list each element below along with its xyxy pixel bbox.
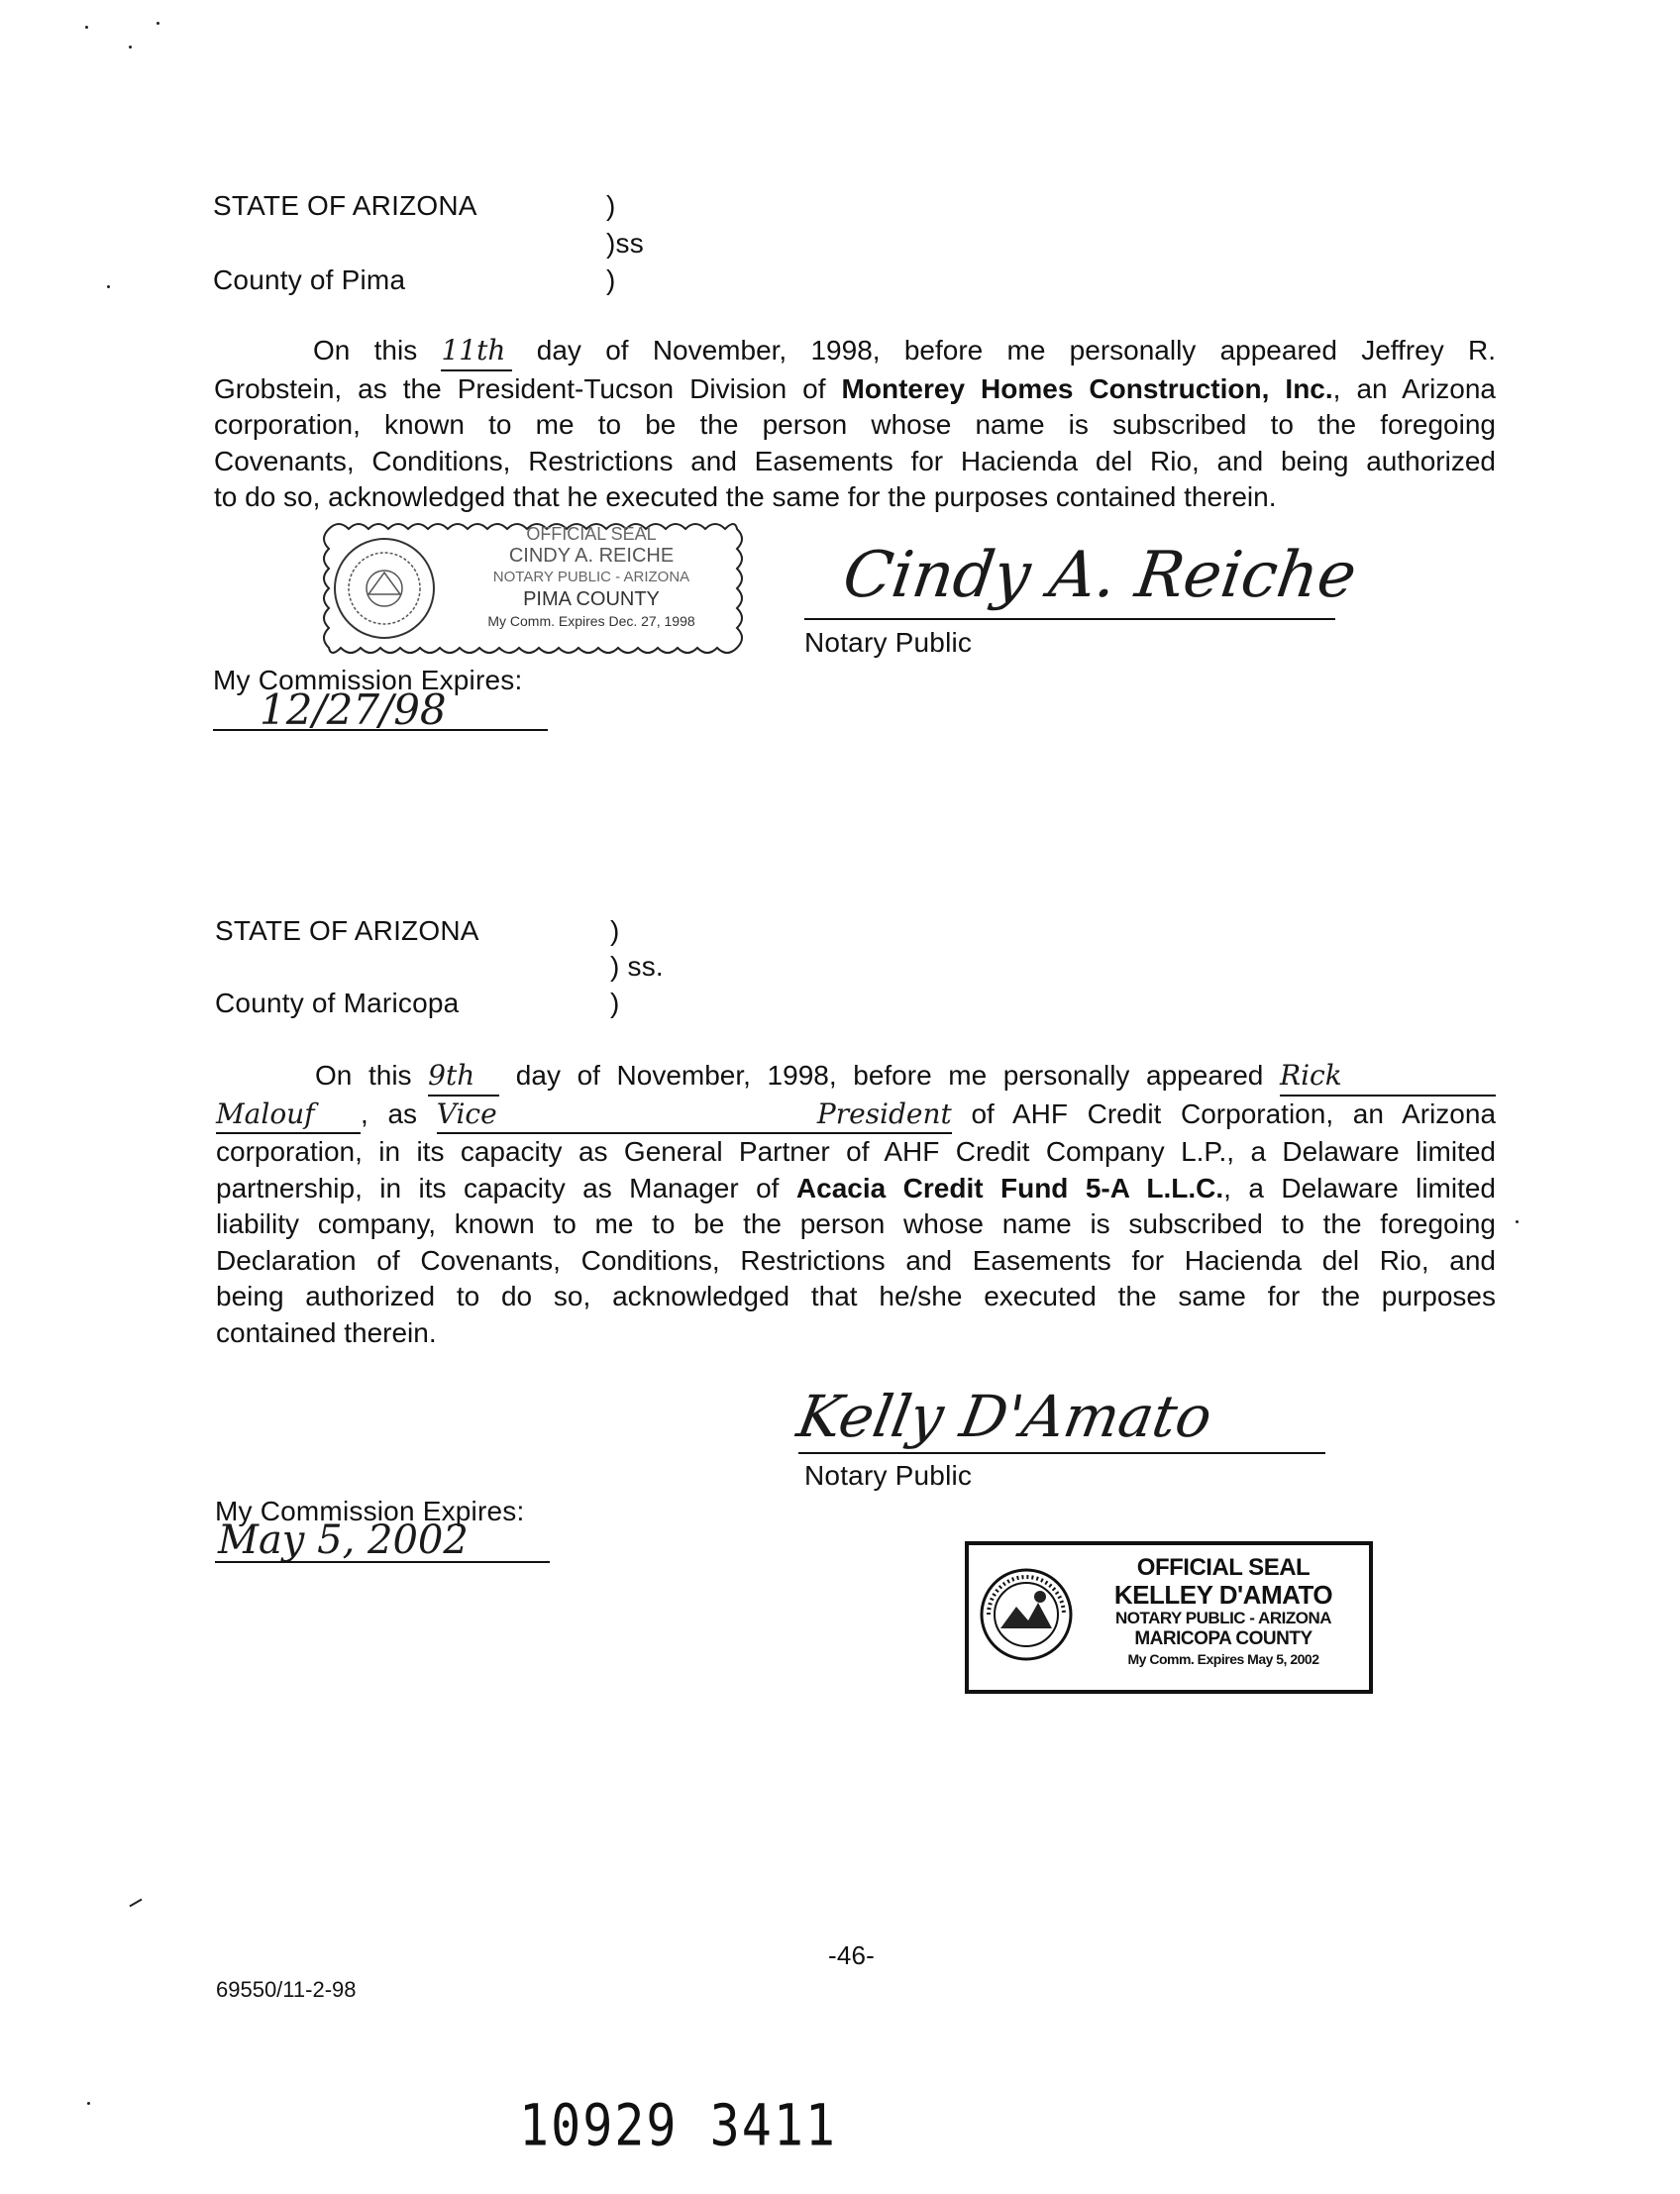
recording-number: 10929 3411 (519, 2092, 838, 2159)
notary-public-label-1: Notary Public (804, 627, 973, 658)
ss-mark-1: )ss (606, 228, 644, 259)
para1-line1-rest: day of November, 1998, before me personally appeared Jeffrey R. (536, 335, 1496, 366)
county-caption-2: County of Maricopa (215, 988, 460, 1018)
ss-mark-2: ) ss. (610, 951, 664, 982)
seal1-line-4: PIMA COUNTY (523, 588, 660, 610)
signature-reiche: Cindy A. Reiche (838, 539, 1361, 612)
notary-public-label-2: Notary Public (804, 1460, 973, 1491)
scan-speck (129, 46, 132, 49)
para2-line4-post: , a Delaware limited (1223, 1172, 1497, 1203)
paren-bottom-1: ) (606, 264, 616, 295)
state-caption-1: STATE OF ARIZONA (213, 190, 477, 221)
commission-date-2: May 5, 2002 (218, 1517, 469, 1563)
day-handwritten-2: 9th (428, 1058, 499, 1097)
scan-speck (107, 285, 110, 288)
para2-line-5: liability company, known to me to be the person whose name is subscribed to the foregoing (216, 1208, 1496, 1239)
para1-line2-pre: Grobstein, as the President-Tucson Division of (214, 372, 842, 404)
scan-speck (129, 1899, 142, 1908)
company-name-monterey: Monterey Homes Construction, Inc. (841, 372, 1333, 404)
appearer-first-name: Rick (1280, 1058, 1496, 1097)
acknowledgment-paragraph-1 (214, 333, 1496, 516)
para2-line-6: Declaration of Covenants, Conditions, Restrictions and Easements for Hacienda del Rio, and (216, 1244, 1496, 1276)
seal2-line-4: MARICOPA COUNTY (1134, 1628, 1312, 1649)
para1-line-4: Covenants, Conditions, Restrictions and Easements for Hacienda del Rio, and being authorized (214, 445, 1496, 476)
para2-line-3: corporation, in its capacity as General Partner of AHF Credit Company L.P., a Delaware limited (216, 1136, 1496, 1167)
notary-seal-reiche (319, 515, 747, 662)
seal2-line-2: KELLEY D'AMATO (1113, 1580, 1333, 1610)
scan-speck (1516, 1220, 1519, 1223)
para1-line-2 (214, 371, 1496, 408)
acknowledgment-paragraph-2 (216, 1058, 1496, 1351)
appearer-last-name: Malouf (216, 1097, 361, 1135)
commission-line-2 (215, 1561, 550, 1563)
para2-line-4 (216, 1171, 1496, 1207)
para1-line-3: corporation, known to me to be the person whose name is subscribed to the foregoing (214, 409, 1496, 440)
para1-line-1 (214, 333, 1496, 371)
para2-line-8: contained therein. (216, 1316, 437, 1348)
seal2-line-3: NOTARY PUBLIC - ARIZONA (1115, 1609, 1331, 1627)
commission-line-1 (213, 729, 548, 731)
county-caption-1: County of Pima (213, 264, 406, 295)
para2-line2-post: of AHF Credit Corporation, an Arizona (971, 1097, 1497, 1129)
seal2-line-5: My Comm. Expires May 5, 2002 (1127, 1651, 1319, 1667)
as-text: , as (361, 1097, 418, 1129)
scan-speck (157, 22, 159, 25)
seal1-line-2: CINDY A. REICHE (508, 545, 675, 567)
document-id: 69550/11-2-98 (216, 1977, 357, 2002)
arizona-state-seal-icon (979, 1567, 1074, 1662)
para2-line4-pre: partnership, in its capacity as Manager of (216, 1172, 796, 1203)
para2-line-2 (216, 1097, 1496, 1135)
paren-top-1: ) (606, 190, 616, 221)
notary-seal-damato (965, 1541, 1373, 1694)
commission-label-1: My Commission Expires: (213, 665, 523, 695)
seal1-line-3: NOTARY PUBLIC - ARIZONA (492, 569, 690, 585)
on-this-text: On this (313, 335, 418, 366)
company-name-acacia: Acacia Credit Fund 5-A L.L.C. (795, 1172, 1224, 1203)
seal2-line-1: OFFICIAL SEAL (1136, 1554, 1311, 1581)
paren-top-2: ) (610, 915, 620, 946)
signature-line-2 (798, 1452, 1325, 1454)
signature-damato: Kelly D'Amato (792, 1383, 1217, 1450)
para2-line1-rest: day of November, 1998, before me personally appeared (515, 1060, 1264, 1091)
para1-line2-post: , an Arizona (1332, 372, 1497, 404)
state-caption-2: STATE OF ARIZONA (215, 915, 479, 946)
para2-line-7: being authorized to do so, acknowledged that he/she executed the same for the purposes (216, 1281, 1496, 1311)
paren-bottom-2: ) (610, 988, 620, 1018)
seal1-line-1: OFFICIAL SEAL (526, 524, 657, 544)
commission-date-1: 12/27/98 (260, 685, 447, 734)
on-this-text-2: On this (315, 1060, 412, 1091)
page-number: -46- (828, 1940, 876, 1970)
signature-line-1 (804, 618, 1335, 620)
scan-speck (87, 2102, 90, 2105)
day-handwritten-1: 11th (441, 333, 512, 371)
para1-line-5: to do so, acknowledged that he executed the same for the purposes contained therein. (214, 481, 1277, 512)
para2-line-1 (216, 1058, 1496, 1097)
scan-speck (85, 26, 88, 29)
commission-label-2: My Commission Expires: (215, 1496, 525, 1526)
appearer-title: Vice President (437, 1097, 952, 1135)
seal1-line-5: My Comm. Expires Dec. 27, 1998 (487, 613, 695, 629)
